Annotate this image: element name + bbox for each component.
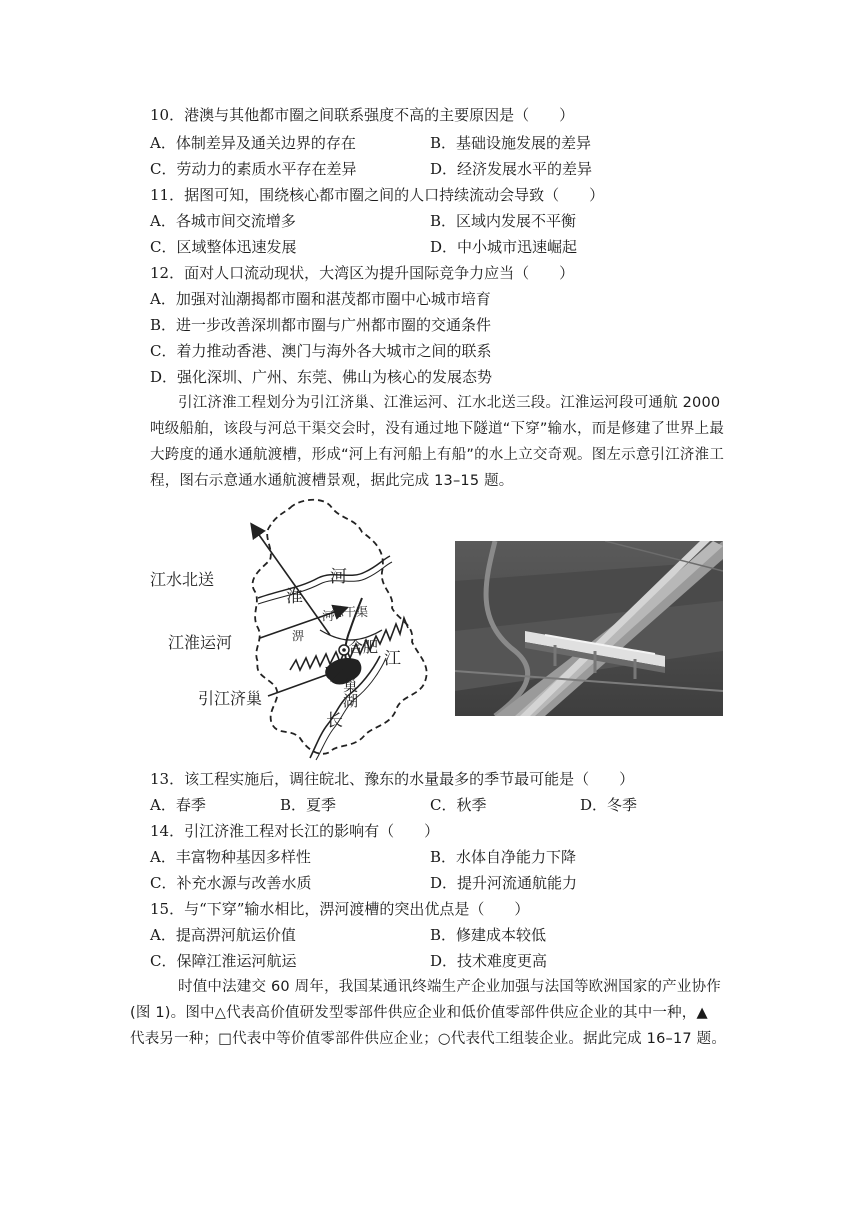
passage-1-line-3: 大跨度的通水通航渡槽，形成“河上有河船上有船”的水上立交奇观。图左示意引江济淮工 — [150, 447, 725, 463]
question-14-option-b: B．水体自净能力下降 — [430, 848, 577, 866]
yinjiang-jihuai-map — [150, 490, 430, 762]
label-zongganqu: 总干渠 — [332, 605, 369, 619]
passage-2-line-2: (图 1)。图中△代表高价值研发型零部件供应企业和低价值零部件供应企业的其中一种，▲ — [130, 1005, 708, 1021]
aqueduct-photo — [455, 541, 723, 716]
question-12-stem: 12．面对人口流动现状，大湾区为提升国际竞争力应当（ ） — [150, 264, 575, 282]
question-11-option-b: B．区域内发展不平衡 — [430, 212, 577, 230]
question-11-option-d: D．中小城市迅速崛起 — [430, 238, 578, 256]
passage-2-line-1: 时值中法建交 60 周年，我国某通讯终端生产企业加强与法国等欧洲国家的产业协作 — [178, 979, 721, 995]
question-13-stem: 13．该工程实施后，调往皖北、豫东的水量最多的季节最可能是（ ） — [150, 770, 635, 788]
label-chaohu: 巢湖 — [341, 678, 359, 708]
question-14-stem: 14．引江济淮工程对长江的影响有（ ） — [150, 822, 440, 840]
question-10-option-a: A．体制差异及通关边界的存在 — [150, 134, 356, 152]
question-10-option-c: C．劳动力的素质水平存在差异 — [150, 160, 357, 178]
question-15-stem: 15．与“下穿”输水相比，淠河渡槽的突出优点是（ ） — [150, 900, 530, 918]
passage-1-line-4: 程，图右示意通水通航渡槽景观，据此完成 13–15 题。 — [150, 473, 514, 489]
question-14-option-a: A．丰富物种基因多样性 — [150, 848, 311, 866]
question-13-option-c: C．秋季 — [430, 796, 487, 814]
question-14-option-d: D．提升河流通航能力 — [430, 874, 578, 892]
question-15-option-a: A．提高淠河航运价值 — [150, 926, 296, 944]
question-12-option-c: C．着力推动香港、澳门与海外各大城市之间的联系 — [150, 342, 492, 360]
label-he-small: 河 — [322, 609, 335, 623]
question-15-option-d: D．技术难度更高 — [430, 952, 548, 970]
passage-2-line-3: 代表另一种；□代表中等价值零部件供应企业；○代表代工组装企业。据此完成 16–17 题。 — [130, 1031, 727, 1047]
passage-1-line-2: 吨级船舶，该段与河总干渠交会时，没有通过地下隧道“下穿”输水，而是修建了世界上最 — [150, 421, 725, 437]
question-10-stem: 10．港澳与其他都市圈之间联系强度不高的主要原因是（ ） — [150, 106, 575, 124]
question-15-option-c: C．保障江淮运河航运 — [150, 952, 297, 970]
label-hefei: 合肥 — [348, 638, 379, 656]
label-chang: 长 — [326, 711, 343, 731]
question-10-option-b: B．基础设施发展的差异 — [430, 134, 592, 152]
label-yinjiang-jichao: 引江济巢 — [198, 689, 263, 708]
label-he: 河 — [330, 567, 347, 587]
question-10-option-d: D．经济发展水平的差异 — [430, 160, 593, 178]
label-jianghuai-yunhe: 江淮运河 — [168, 633, 233, 652]
label-huai: 淮 — [286, 587, 303, 607]
question-11-option-a: A．各城市间交流增多 — [150, 212, 296, 230]
question-13-option-b: B．夏季 — [280, 796, 337, 814]
question-13-option-a: A．春季 — [150, 796, 206, 814]
label-jiang: 江 — [384, 649, 401, 669]
question-11-stem: 11．据图可知，围绕核心都市圈之间的人口持续流动会导致（ ） — [150, 186, 605, 204]
question-12-option-a: A．加强对汕潮揭都市圈和湛茂都市圈中心城市培育 — [150, 290, 491, 308]
question-13-option-d: D．冬季 — [580, 796, 638, 814]
question-12-option-d: D．强化深圳、广州、东莞、佛山为核心的发展态势 — [150, 368, 493, 386]
question-15-option-b: B．修建成本较低 — [430, 926, 547, 944]
question-14-option-c: C．补充水源与改善水质 — [150, 874, 312, 892]
arrow-yinjiang-jichao — [268, 670, 340, 696]
question-11-option-c: C．区域整体迅速发展 — [150, 238, 297, 256]
label-pihe: 淠 — [292, 629, 305, 643]
question-12-option-b: B．进一步改善深圳都市圈与广州都市圈的交通条件 — [150, 316, 492, 334]
passage-1-line-1: 引江济淮工程划分为引江济巢、江淮运河、江水北送三段。江淮运河段可通航 2000 — [178, 395, 721, 411]
label-jiangshui-beisong: 江水北送 — [150, 570, 215, 589]
